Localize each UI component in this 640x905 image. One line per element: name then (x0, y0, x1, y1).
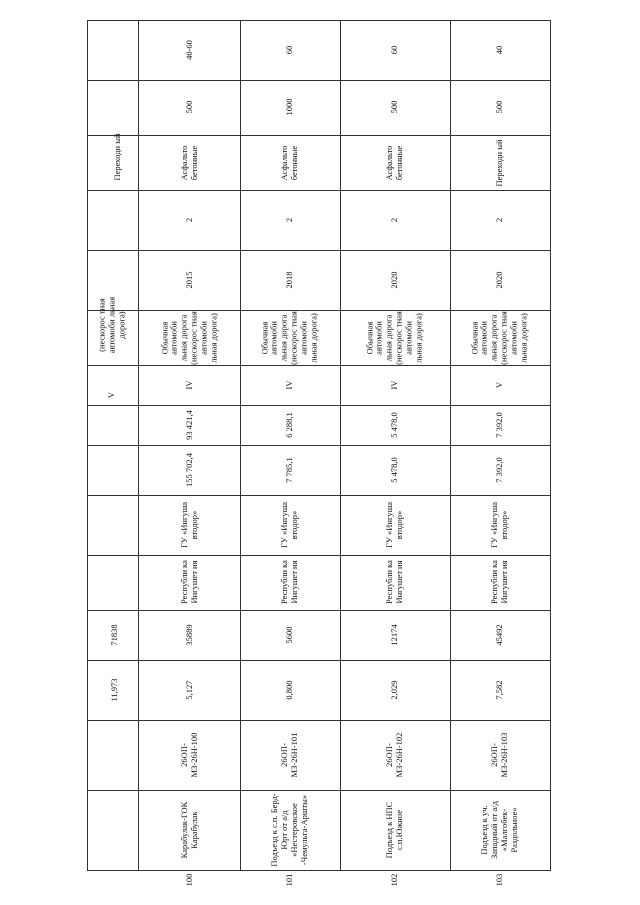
row-code: 26ОП-МЗ-26Н-100 (179, 732, 199, 778)
top-row-road-class: V (106, 391, 117, 399)
row-code: 26ОП-МЗ-26Н-103 (489, 732, 509, 778)
row-region: Республи ка Ингушет ия (489, 560, 509, 604)
row-region: Республи ка Ингушет ия (384, 560, 404, 604)
row-name: Карабулак-ГОК Карабулак (179, 801, 199, 859)
row-aadt: 35889 (184, 624, 195, 646)
row-number: 103 (494, 873, 505, 887)
row-road-class: IV (389, 380, 400, 390)
row-owner: ГУ «Ингуша втодор» (489, 501, 509, 549)
row-road-type: Обычная автомоби льная дорога (нескорос тная автомоби льная дорога) (259, 311, 319, 365)
row-owner: ГУ «Ингуша втодор» (279, 501, 299, 549)
row-speed: 40 (494, 45, 505, 55)
top-row-surface: Переходн ый (112, 133, 123, 181)
row-region: Республи ка Ингушет ия (279, 560, 299, 604)
row-length: 0,800 (284, 680, 295, 700)
row-cost: 5 478,0 (389, 457, 400, 483)
row-lanes: 2 (284, 217, 295, 223)
row-design-load: 500 (184, 100, 195, 114)
row-length: 5,127 (184, 680, 195, 700)
row-cost2: 93 421,4 (184, 410, 195, 440)
top-row-aadt: 71838 (109, 624, 120, 646)
row-aadt: 12174 (389, 624, 400, 646)
row-lanes: 2 (184, 217, 195, 223)
row-surface: Асфальто бетонные (279, 145, 299, 181)
row-year: 2020 (494, 271, 505, 289)
row-name: Подъезд к НПС с.п.Южное (384, 801, 404, 859)
row-cost2: 7 392,0 (494, 412, 505, 438)
row-length: 7,582 (494, 680, 505, 700)
row-code: 26ОП-МЗ-26Н-102 (384, 732, 404, 778)
row-number: 101 (284, 873, 295, 887)
row-year: 2020 (389, 271, 400, 289)
row-owner: ГУ «Ингуша втодор» (179, 501, 199, 549)
row-design-load: 500 (494, 100, 505, 114)
row-lanes: 2 (389, 217, 400, 223)
top-row-length: 11,973 (109, 678, 120, 702)
row-surface: Переходн ый (494, 139, 505, 187)
row-number: 102 (389, 873, 400, 887)
row-year: 2018 (284, 271, 295, 289)
row-road-class: IV (184, 380, 195, 390)
row-aadt: 45492 (494, 624, 505, 646)
row-speed: 60 (284, 45, 295, 55)
row-road-type: Обычная автомоби льная дорога (нескорос тная автомоби льная дорога) (469, 311, 529, 365)
row-road-class: IV (284, 380, 295, 390)
row-design-load: 500 (389, 100, 400, 114)
row-cost: 155 702,4 (184, 453, 195, 487)
row-speed: 40-60 (184, 40, 195, 60)
row-lanes: 2 (494, 217, 505, 223)
row-speed: 60 (389, 45, 400, 55)
row-cost: 7 785,1 (284, 457, 295, 483)
row-number: 100 (184, 873, 195, 887)
row-region: Республи ка Ингушет ия (179, 560, 199, 604)
row-name: Подъезд к с.п. Берд-Юрт от а/д «Нестеровское -Чемульга-Аршты» (269, 793, 309, 867)
row-length: 2,029 (389, 680, 400, 700)
row-surface: Асфальто бетонные (384, 145, 404, 181)
row-cost2: 5 478,0 (389, 412, 400, 438)
row-cost2: 6 288,1 (284, 412, 295, 438)
row-owner: ГУ «Ингуша втодор» (384, 501, 404, 549)
row-road-class: V (494, 381, 505, 389)
row-road-type: Обычная автомоби льная дорога (нескорос тная автомоби льная дорога) (364, 311, 424, 365)
row-design-load: 1000 (284, 98, 295, 116)
row-aadt: 5600 (284, 626, 295, 644)
top-row-road-type: (нескорос тная автомоби льная дорога) (96, 296, 127, 354)
row-road-type: Обычная автомоби льная дорога (нескорос тная автомоби льная дорога) (159, 311, 219, 365)
row-name: Подъезд к уч. Западный от а/д «Малгобек-Раздольное» (479, 801, 519, 859)
row-code: 26ОП-МЗ-26Н-101 (279, 732, 299, 778)
row-surface: Асфальто бетонные (179, 145, 199, 181)
row-cost: 7 392,0 (494, 457, 505, 483)
row-year: 2015 (184, 271, 195, 289)
